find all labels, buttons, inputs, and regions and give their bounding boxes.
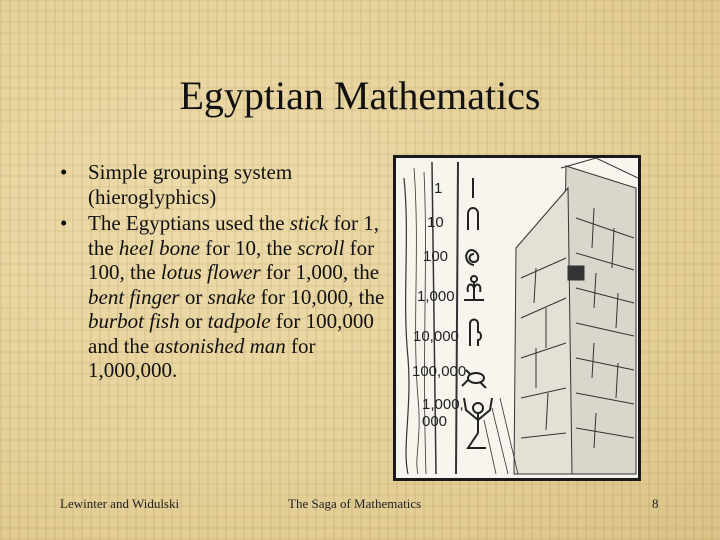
bullet-list — [58, 160, 388, 385]
page-number: 8 — [652, 496, 659, 511]
numeral-label: 1 — [434, 180, 443, 197]
numeral-label: 100 — [423, 248, 449, 265]
numeral-label: 10 — [427, 214, 444, 231]
bullet-italic-term: tadpole — [207, 309, 271, 333]
bullet-italic-term: stick — [289, 211, 329, 235]
bullet-segment: or — [179, 284, 208, 309]
slide-title: Egyptian Mathematics — [179, 73, 541, 118]
bullet-segment: for 10,000, the — [255, 284, 385, 309]
numeral-label: 10,000 — [413, 328, 459, 345]
bullet-italic-term: scroll — [297, 235, 345, 260]
bullet-segment: for 100, the — [88, 235, 375, 284]
bullet-segment: for 1,000,000. — [88, 333, 316, 382]
lotus-flower-glyph-icon — [464, 276, 484, 300]
hieroglyph-sketch — [396, 158, 638, 478]
bent-finger-glyph-icon — [470, 320, 481, 347]
bullet-segment: for 1,000, the — [260, 260, 380, 284]
bullet-segment: for 10, the — [199, 235, 298, 260]
bullet-italic-term: bent finger — [88, 284, 180, 309]
heel-bone-glyph-icon — [468, 208, 478, 230]
numeral-label: 100,000 — [412, 363, 467, 380]
bullet-italic-term: heel bone — [118, 235, 200, 260]
bullet-item — [58, 160, 388, 209]
bullet-item — [58, 211, 388, 383]
bullet-segment: for 1, the — [88, 211, 380, 260]
bullet-segment: for 100,000 and the — [88, 309, 374, 358]
astonished-man-glyph-icon — [464, 398, 492, 448]
hieroglyph-column — [462, 178, 492, 448]
bullet-italic-term: lotus flower — [160, 260, 261, 284]
bullet-segment: The Egyptians used the — [88, 211, 290, 235]
numeral-label: 1,000, 000 — [422, 396, 464, 430]
hieroglyph-illustration — [393, 155, 641, 481]
numeral-label: 1,000 — [417, 288, 455, 305]
footer-course-title: The Saga of Mathematics — [288, 496, 422, 511]
bullet-italic-term: snake — [207, 284, 256, 309]
scroll-glyph-icon — [466, 250, 478, 265]
footer-authors: Lewinter and Widulski — [60, 496, 180, 511]
bullet-segment: Simple grouping system (hieroglyphics) — [88, 160, 293, 209]
bullet-italic-term: burbot fish — [88, 309, 180, 333]
bullet-italic-term: astonished man — [154, 333, 286, 358]
bullet-segment: or — [179, 309, 208, 333]
